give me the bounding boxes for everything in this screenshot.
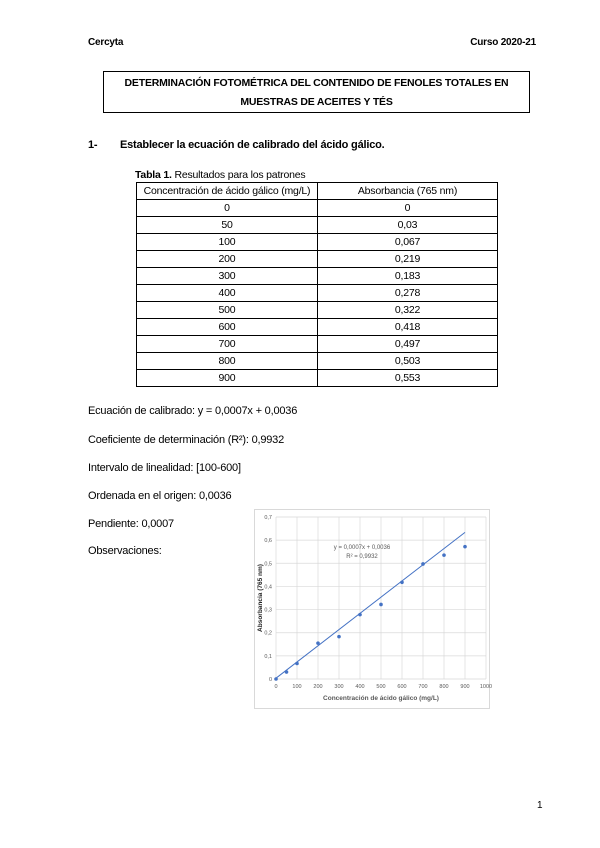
section-text: Establecer la ecuación de calibrado del ácido gálico.	[120, 139, 385, 151]
table-row	[137, 268, 498, 285]
cell-concentration: 700	[137, 336, 318, 353]
x-tick-label: 500	[376, 684, 386, 690]
x-tick-label: 900	[460, 684, 470, 690]
data-point	[316, 641, 320, 645]
data-point	[379, 603, 383, 607]
table-row	[137, 370, 498, 387]
table-row	[137, 336, 498, 353]
section-number: 1-	[88, 139, 98, 151]
data-point	[463, 545, 467, 549]
table-caption-text: Resultados para los patrones	[171, 169, 306, 181]
y-tick-label: 0,4	[264, 584, 272, 591]
cell-concentration: 600	[137, 319, 318, 336]
header-left: Cercyta	[88, 37, 124, 48]
cell-concentration: 300	[137, 268, 318, 285]
y-tick-label: 0,5	[264, 561, 272, 568]
x-axis-title: Concentración de ácido gálico (mg/L)	[323, 695, 439, 702]
cell-absorbance: 0,418	[318, 319, 498, 336]
header-right: Curso 2020-21	[470, 37, 536, 48]
data-point	[285, 670, 289, 674]
cell-concentration: 500	[137, 302, 318, 319]
cell-concentration: 200	[137, 251, 318, 268]
x-tick-label: 1000	[479, 684, 493, 690]
y-axis-title: Absorbancia (765 nm)	[257, 564, 264, 632]
cell-absorbance: 0,503	[318, 353, 498, 370]
observations-label: Observaciones:	[88, 545, 162, 557]
cell-concentration: 900	[137, 370, 318, 387]
y-tick-label: 0,3	[264, 607, 272, 614]
x-tick-label: 300	[334, 684, 344, 690]
y-tick-label: 0,1	[264, 653, 272, 660]
cell-concentration: 0	[137, 200, 318, 217]
x-tick-label: 800	[439, 684, 449, 690]
table-row	[137, 200, 498, 217]
table-header-concentration: Concentración de ácido gálico (mg/L)	[137, 183, 318, 200]
calibration-equation: Ecuación de calibrado: y = 0,0007x + 0,0036	[88, 405, 298, 417]
data-point	[442, 553, 446, 557]
x-tick-label: 0	[274, 684, 278, 690]
document-title-box	[103, 71, 530, 113]
table-row	[137, 251, 498, 268]
x-tick-label: 600	[397, 684, 407, 690]
cell-absorbance: 0,553	[318, 370, 498, 387]
title-line-2: MUESTRAS DE ACEITES Y TÉS	[240, 96, 393, 108]
data-point	[400, 580, 404, 584]
data-point	[295, 662, 299, 666]
cell-absorbance: 0,278	[318, 285, 498, 302]
cell-absorbance: 0	[318, 200, 498, 217]
slope: Pendiente: 0,0007	[88, 518, 174, 530]
cell-absorbance: 0,322	[318, 302, 498, 319]
y-tick-label: 0,6	[264, 538, 272, 545]
results-table	[136, 182, 498, 387]
title-line-1: DETERMINACIÓN FOTOMÉTRICA DEL CONTENIDO DE FENOLES TOTALES EN	[124, 77, 509, 89]
cell-concentration: 100	[137, 234, 318, 251]
y-tick-label: 0,7	[264, 515, 272, 521]
y-tick-label: 0	[268, 677, 272, 683]
cell-absorbance: 0,03	[318, 217, 498, 234]
trendline-annotation: R² = 0,9932	[346, 554, 378, 560]
x-tick-label: 200	[313, 684, 323, 690]
calibration-chart	[254, 509, 493, 709]
table-row	[137, 353, 498, 370]
x-tick-label: 700	[418, 684, 428, 690]
cell-absorbance: 0,183	[318, 268, 498, 285]
cell-absorbance: 0,497	[318, 336, 498, 353]
table-row	[137, 285, 498, 302]
y-tick-label: 0,2	[264, 630, 272, 637]
cell-concentration: 800	[137, 353, 318, 370]
cell-absorbance: 0,219	[318, 251, 498, 268]
data-point	[358, 613, 362, 617]
table-row	[137, 234, 498, 251]
table-row	[137, 217, 498, 234]
table-row	[137, 319, 498, 336]
cell-absorbance: 0,067	[318, 234, 498, 251]
table-caption	[135, 169, 305, 181]
x-tick-label: 100	[292, 684, 302, 690]
table-body	[137, 200, 498, 387]
table-header-absorbance: Absorbancia (765 nm)	[318, 183, 498, 200]
data-point	[274, 677, 278, 681]
page-number: 1	[537, 800, 543, 811]
x-tick-label: 400	[355, 684, 365, 690]
data-point	[337, 635, 341, 639]
table-header-row	[137, 183, 498, 200]
data-point	[421, 562, 425, 566]
trendline-annotation: y = 0,0007x + 0,0036	[333, 545, 391, 551]
table-caption-label: Tabla 1.	[135, 169, 172, 181]
cell-concentration: 400	[137, 285, 318, 302]
table-row	[137, 302, 498, 319]
linearity-interval: Intervalo de linealidad: [100-600]	[88, 462, 241, 474]
determination-coefficient: Coeficiente de determinación (R²): 0,9932	[88, 434, 285, 446]
cell-concentration: 50	[137, 217, 318, 234]
intercept: Ordenada en el origen: 0,0036	[88, 490, 232, 502]
